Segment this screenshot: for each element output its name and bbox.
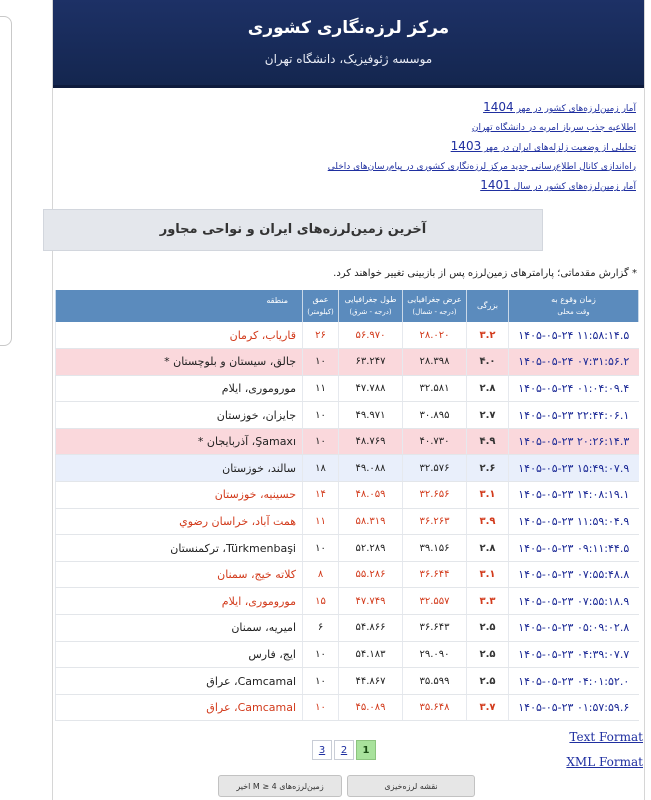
cell-depth: ۱۰ — [303, 694, 339, 721]
table-row[interactable] — [56, 588, 639, 615]
cell-time: ۱۴۰۵-۰۵-۲۳ ۱۵:۴۹:۰۷.۹ — [509, 455, 639, 482]
cell-depth: ۱۰ — [303, 668, 339, 695]
cell-mag: ۴.۰ — [467, 349, 509, 376]
cell-time: ۱۴۰۵-۰۵-۲۳ ۲۰:۲۶:۱۴.۳ — [509, 428, 639, 455]
cell-region: ايج، فارس — [56, 641, 303, 668]
cell-lat: ۳۵.۵۹۹ — [403, 668, 467, 695]
cell-lat: ۳۶.۶۴۴ — [403, 561, 467, 588]
cell-depth: ۱۰ — [303, 428, 339, 455]
recent-m4-button[interactable]: زمین‌لرزه‌های M ≥ 4 اخیر — [218, 775, 342, 797]
cell-mag: ۲.۸ — [467, 375, 509, 402]
col-depth-unit: (کیلومتر) — [307, 308, 334, 316]
table-row[interactable] — [56, 349, 639, 376]
table-row[interactable] — [56, 535, 639, 562]
cell-mag: ۳.۱ — [467, 561, 509, 588]
cell-region: حسينيه، خوزستان — [56, 482, 303, 509]
cell-region: اميريه، سمنان — [56, 615, 303, 642]
cell-mag: ۲.۷ — [467, 402, 509, 429]
col-lat-label: عرض جغرافیایی — [407, 295, 462, 304]
section-title: آخرین زمین‌لرزه‌های ایران و نواحی مجاور — [43, 209, 543, 251]
cell-mag: ۴.۹ — [467, 428, 509, 455]
page-2-button[interactable]: 2 — [334, 740, 354, 760]
cell-depth: ۱۰ — [303, 402, 339, 429]
cell-mag: ۲.۵ — [467, 615, 509, 642]
cell-lat: ۲۸.۰۲۰ — [403, 322, 467, 349]
cell-region: سالند، خوزستان — [56, 455, 303, 482]
col-region: منطقه — [56, 290, 303, 322]
cell-region: جالق، سيستان و بلوچستان * — [56, 349, 303, 376]
cell-mag: ۳.۳ — [467, 588, 509, 615]
cell-time: ۱۴۰۵-۰۵-۲۳ ۰۵:۰۹:۰۲.۸ — [509, 615, 639, 642]
news-text: آمار زمین‌لرزه‌های کشور در مهر — [513, 104, 636, 114]
side-panel-card — [0, 16, 12, 346]
cell-time: ۱۴۰۵-۰۵-۲۳ ۱۴:۰۸:۱۹.۱ — [509, 482, 639, 509]
table-row[interactable] — [56, 455, 639, 482]
cell-time: ۱۴۰۵-۰۵-۲۴ ۰۷:۳۱:۵۶.۲ — [509, 349, 639, 376]
table-row[interactable] — [56, 668, 639, 695]
cell-lon: ۶۳.۲۴۷ — [339, 349, 403, 376]
col-depth-label: عمق — [312, 295, 329, 304]
cell-depth: ۱۸ — [303, 455, 339, 482]
news-year: 1401 — [480, 178, 511, 193]
cell-lat: ۴۰.۷۳۰ — [403, 428, 467, 455]
cell-time: ۱۴۰۵-۰۵-۲۳ ۰۴:۰۱:۵۲.۰ — [509, 668, 639, 695]
cell-lat: ۳۲.۵۵۷ — [403, 588, 467, 615]
news-year: 1404 — [483, 100, 514, 114]
cell-lon: ۵۵.۲۸۶ — [339, 561, 403, 588]
table-row[interactable] — [56, 428, 639, 455]
col-lon-unit: (درجه - شرق) — [349, 308, 392, 316]
cell-time: ۱۴۰۵-۰۵-۲۳ ۰۷:۵۵:۱۸.۹ — [509, 588, 639, 615]
col-time-unit: وقت محلی — [557, 308, 590, 316]
table-row[interactable] — [56, 402, 639, 429]
cell-time: ۱۴۰۵-۰۵-۲۳ ۰۹:۱۱:۴۴.۵ — [509, 535, 639, 562]
col-depth — [303, 290, 339, 322]
cell-mag: ۳.۹ — [467, 508, 509, 535]
col-lat — [403, 290, 467, 322]
preliminary-note: * گزارش مقدماتی؛ پارامترهای زمین‌لرزه پس از بازبینی تغییر خواهند کرد. — [333, 268, 637, 279]
table-row[interactable] — [56, 694, 639, 721]
cell-depth: ۱۰ — [303, 641, 339, 668]
cell-lat: ۲۸.۳۹۸ — [403, 349, 467, 376]
cell-lat: ۳۶.۶۴۳ — [403, 615, 467, 642]
news-list — [53, 88, 644, 197]
cell-region: Camcamal، عراق — [56, 694, 303, 721]
cell-lon: ۵۶.۹۷۰ — [339, 322, 403, 349]
cell-mag: ۳.۷ — [467, 694, 509, 721]
cell-lat: ۳۰.۸۹۵ — [403, 402, 467, 429]
cell-lat: ۳۹.۱۵۶ — [403, 535, 467, 562]
table-row[interactable] — [56, 375, 639, 402]
table-row[interactable] — [56, 615, 639, 642]
cell-depth: ۶ — [303, 615, 339, 642]
col-lat-unit: (درجه - شمال) — [412, 308, 457, 316]
cell-mag: ۲.۵ — [467, 668, 509, 695]
table-row[interactable] — [56, 561, 639, 588]
cell-lon: ۴۴.۸۶۷ — [339, 668, 403, 695]
page-1-button[interactable]: 1 — [356, 740, 376, 760]
cell-lat: ۲۹.۰۹۰ — [403, 641, 467, 668]
cell-depth: ۲۶ — [303, 322, 339, 349]
cell-depth: ۱۰ — [303, 349, 339, 376]
cell-region: Camcamal، عراق — [56, 668, 303, 695]
cell-mag: ۲.۸ — [467, 535, 509, 562]
col-lon-label: طول جغرافیایی — [344, 295, 397, 304]
seismicity-map-button[interactable]: نقشه لرزه‌خیزی — [347, 775, 475, 797]
cell-depth: ۱۵ — [303, 588, 339, 615]
cell-region: جايزان، خوزستان — [56, 402, 303, 429]
cell-region: Türkmenbaşi، ترکمنستان — [56, 535, 303, 562]
cell-lat: ۳۲.۵۸۱ — [403, 375, 467, 402]
col-time — [509, 290, 639, 322]
table-row[interactable] — [56, 641, 639, 668]
cell-time: ۱۴۰۵-۰۵-۲۴ ۱۱:۵۸:۱۴.۵ — [509, 322, 639, 349]
col-time-label: زمان وقوع به — [551, 295, 596, 304]
news-link[interactable] — [61, 98, 636, 119]
cell-depth: ۱۴ — [303, 482, 339, 509]
pagination — [312, 740, 376, 762]
col-lon — [339, 290, 403, 322]
cell-region: کلاته خيج، سمنان — [56, 561, 303, 588]
cell-lat: ۳۲.۵۷۶ — [403, 455, 467, 482]
cell-lon: ۵۴.۸۶۶ — [339, 615, 403, 642]
cell-time: ۱۴۰۵-۰۵-۲۴ ۰۱:۰۴:۰۹.۴ — [509, 375, 639, 402]
news-text: راه‌اندازی کانال اطلاع‌رسانی جدید مرکز لرزه‌نگاری کشوری در پیام‌رسان‌های داخلی — [327, 161, 636, 172]
col-mag: بزرگی — [467, 290, 509, 322]
cell-region: قارياب، کرمان — [56, 322, 303, 349]
news-text: آمار زمین‌لرزه‌های کشور در سال — [510, 182, 636, 193]
news-link[interactable] — [61, 119, 636, 138]
cell-depth: ۱۰ — [303, 535, 339, 562]
earthquake-table — [55, 290, 639, 721]
cell-lon: ۵۸.۳۱۹ — [339, 508, 403, 535]
table-row[interactable] — [56, 482, 639, 509]
cell-time: ۱۴۰۵-۰۵-۲۳ ۱۱:۵۹:۰۴.۹ — [509, 508, 639, 535]
table-row[interactable] — [56, 322, 639, 349]
cell-depth: ۱۱ — [303, 508, 339, 535]
xml-format-link[interactable]: XML Format — [566, 755, 643, 769]
news-link[interactable] — [61, 176, 636, 197]
site-title: مرکز لرزه‌نگاری کشوری — [247, 18, 450, 38]
cell-mag: ۲.۶ — [467, 455, 509, 482]
cell-lon: ۵۲.۲۸۹ — [339, 535, 403, 562]
cell-lat: ۳۶.۲۶۳ — [403, 508, 467, 535]
table-row[interactable] — [56, 508, 639, 535]
news-link[interactable] — [61, 137, 636, 158]
news-text: اطلاعیه جذب سرباز امریه در دانشگاه تهران — [471, 122, 636, 133]
cell-time: ۱۴۰۵-۰۵-۲۳ ۰۱:۵۷:۵۹.۶ — [509, 694, 639, 721]
site-subtitle: موسسه ژئوفیزیک، دانشگاه تهران — [264, 52, 433, 66]
cell-lon: ۴۹.۰۸۸ — [339, 455, 403, 482]
cell-time: ۱۴۰۵-۰۵-۲۳ ۰۷:۵۵:۴۸.۸ — [509, 561, 639, 588]
cell-depth: ۱۱ — [303, 375, 339, 402]
site-header — [53, 0, 644, 88]
cell-time: ۱۴۰۵-۰۵-۲۳ ۰۴:۳۹:۰۷.۷ — [509, 641, 639, 668]
cell-region: همت آباد، خراسان رضوي — [56, 508, 303, 535]
cell-mag: ۲.۵ — [467, 641, 509, 668]
cell-lon: ۴۷.۷۴۹ — [339, 588, 403, 615]
cell-mag: ۳.۱ — [467, 482, 509, 509]
text-format-link[interactable]: Text Format — [569, 730, 643, 744]
page-3-button[interactable]: 3 — [312, 740, 332, 760]
cell-lat: ۳۵.۶۴۸ — [403, 694, 467, 721]
cell-region: Şamaxı، آذربایجان * — [56, 428, 303, 455]
news-link[interactable] — [61, 158, 636, 177]
cell-time: ۱۴۰۵-۰۵-۲۳ ۲۲:۴۴:۰۶.۱ — [509, 402, 639, 429]
cell-lon: ۴۵.۰۸۹ — [339, 694, 403, 721]
cell-region: موروموری، ايلام — [56, 375, 303, 402]
cell-lon: ۴۸.۰۵۹ — [339, 482, 403, 509]
cell-lon: ۴۹.۹۷۱ — [339, 402, 403, 429]
news-year: 1403 — [450, 139, 482, 154]
news-text: تحلیلی از وضعیت زلزله‌های ایران در مهر — [481, 143, 636, 154]
cell-mag: ۳.۲ — [467, 322, 509, 349]
cell-lon: ۵۴.۱۸۳ — [339, 641, 403, 668]
cell-lon: ۴۸.۷۶۹ — [339, 428, 403, 455]
cell-lon: ۴۷.۷۸۸ — [339, 375, 403, 402]
table-header-row — [56, 290, 639, 322]
cell-lat: ۳۲.۶۵۶ — [403, 482, 467, 509]
cell-depth: ۸ — [303, 561, 339, 588]
cell-region: موروموری، ايلام — [56, 588, 303, 615]
